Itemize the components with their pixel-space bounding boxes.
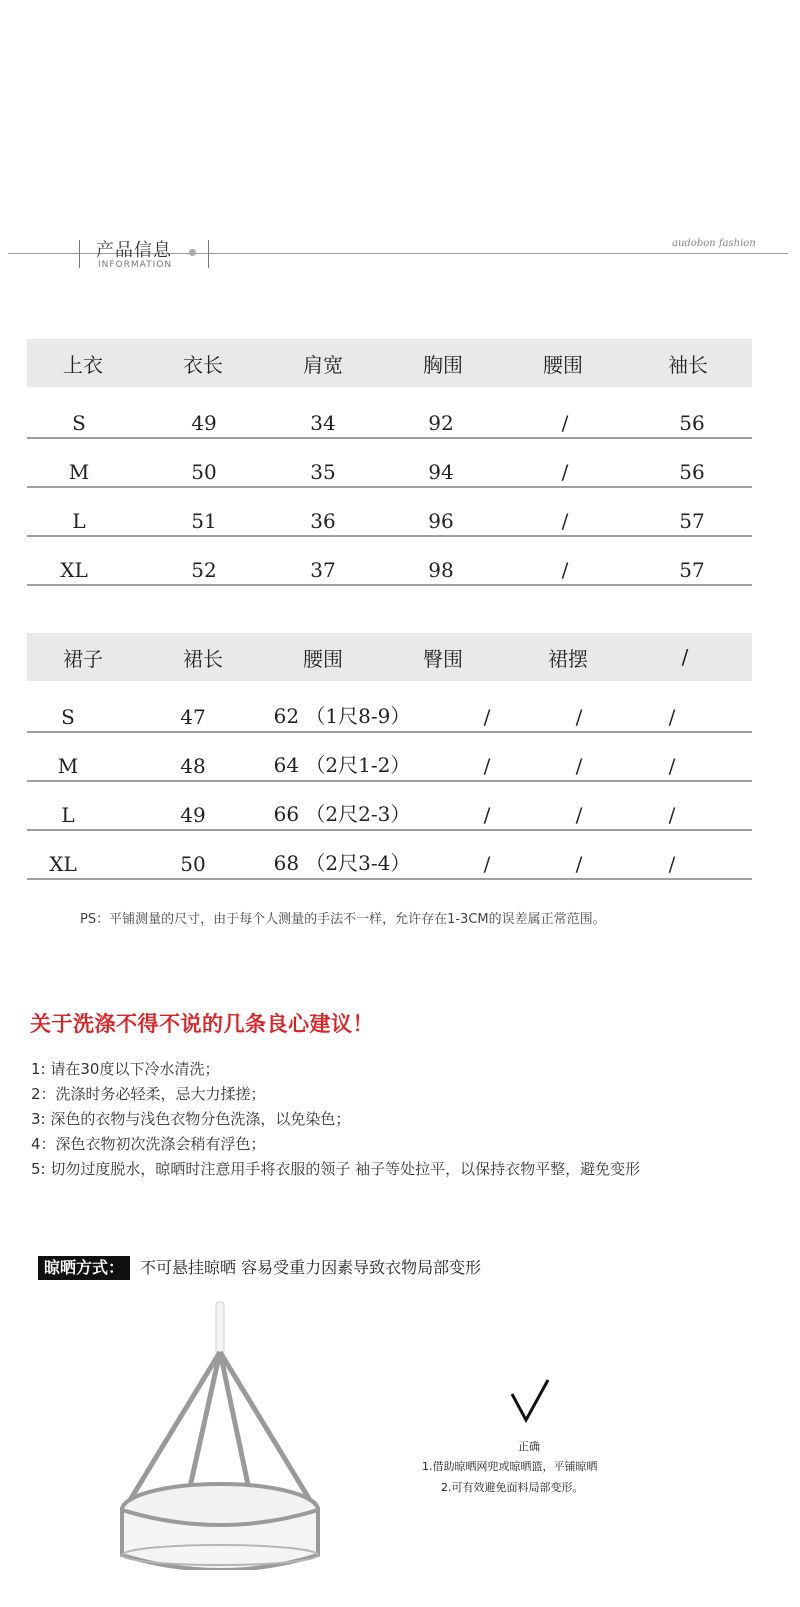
table-row xyxy=(27,389,752,439)
table-cell: / xyxy=(668,803,676,827)
advice-item: 3: 深色的衣物与浅色衣物分色洗涤，以免染色； xyxy=(31,1110,351,1128)
table-cell: / xyxy=(561,411,569,435)
header-cell: 上衣 xyxy=(63,352,103,377)
table-row xyxy=(27,536,752,586)
table-cell: 51 xyxy=(191,509,217,533)
table-cell: / xyxy=(668,754,676,778)
drying-tip: 2.可有效避免面料局部变形。 xyxy=(441,1481,584,1494)
header-cell: 腰围 xyxy=(303,646,343,671)
header-cell: 裙摆 xyxy=(548,646,588,671)
table-cell: 50 xyxy=(180,852,206,876)
drying-rack-image xyxy=(110,1300,330,1570)
header-bracket-right xyxy=(208,240,209,268)
measurement-note: PS：平铺测量的尺寸，由于每个人测量的手法不一样，允许存在1-3CM的误差属正常范围。 xyxy=(80,912,606,927)
table-row xyxy=(27,830,752,880)
table-cell: / xyxy=(561,460,569,484)
table-cell: 34 xyxy=(310,411,336,435)
table-cell: XL xyxy=(60,558,88,582)
table-cell: / xyxy=(575,803,583,827)
table-cell: 37 xyxy=(310,558,336,582)
table-cell: 49 xyxy=(180,803,206,827)
table-cell: XL xyxy=(49,852,77,876)
table-cell: 66 （2尺2-3） xyxy=(273,802,411,826)
header-bracket-left xyxy=(79,240,80,268)
table-cell: 68 （2尺3-4） xyxy=(273,851,411,875)
table-cell: S xyxy=(61,705,75,729)
table-cell: 57 xyxy=(679,558,705,582)
table-cell: 50 xyxy=(191,460,217,484)
header-cell: 胸围 xyxy=(423,352,463,377)
table-cell: / xyxy=(668,705,676,729)
table-cell: S xyxy=(72,411,86,435)
header-cell: 裙子 xyxy=(63,646,103,671)
header-cell: 臀围 xyxy=(423,646,463,671)
table-cell: 62 （1尺8-9） xyxy=(273,704,411,728)
table-cell: 56 xyxy=(679,460,705,484)
table-cell: 49 xyxy=(191,411,217,435)
table-cell: L xyxy=(61,803,75,827)
table-cell: 47 xyxy=(180,705,206,729)
table-row xyxy=(27,781,752,831)
advice-title: 关于洗涤不得不说的几条良心建议！ xyxy=(30,1012,374,1036)
table-row xyxy=(27,438,752,488)
advice-item: 1: 请在30度以下冷水清洗； xyxy=(31,1060,220,1078)
correct-label: 正确 xyxy=(518,1440,540,1453)
advice-item: 2：洗涤时务必轻柔，忌大力揉搓； xyxy=(31,1085,266,1103)
table-cell: 94 xyxy=(428,460,454,484)
table-cell: 92 xyxy=(428,411,454,435)
table-cell: L xyxy=(72,509,86,533)
header-cell: 衣长 xyxy=(183,352,223,377)
drying-text: 不可悬挂晾晒 容易受重力因素导致衣物局部变形 xyxy=(140,1258,482,1277)
table-cell: / xyxy=(575,852,583,876)
header-cell: 袖长 xyxy=(668,352,708,377)
header-cell: 肩宽 xyxy=(303,352,343,377)
skirt-size-table xyxy=(27,633,752,878)
table-cell: 57 xyxy=(679,509,705,533)
table-cell: / xyxy=(575,754,583,778)
drying-label: 晾晒方式： xyxy=(38,1256,130,1280)
advice-item: 5: 切勿过度脱水，晾晒时注意用手将衣服的领子 袖子等处拉平，以保持衣物平整，避免变形 xyxy=(31,1160,641,1178)
drying-tip: 1.借助晾晒网兜或晾晒篮，平铺晾晒 xyxy=(422,1460,598,1473)
table-row xyxy=(27,487,752,537)
table-cell: 96 xyxy=(428,509,454,533)
table-cell: / xyxy=(561,558,569,582)
table-cell: / xyxy=(483,705,491,729)
top-table-header xyxy=(27,339,752,387)
check-mark-icon xyxy=(510,1378,550,1424)
table-cell: / xyxy=(561,509,569,533)
table-cell: / xyxy=(575,705,583,729)
skirt-table-header xyxy=(27,633,752,681)
top-size-table xyxy=(27,339,752,584)
table-cell: 35 xyxy=(310,460,336,484)
table-cell: / xyxy=(483,803,491,827)
table-cell: 98 xyxy=(428,558,454,582)
header-cell: / xyxy=(681,645,689,669)
table-cell: M xyxy=(68,460,90,484)
dot-icon xyxy=(189,249,196,256)
table-row xyxy=(27,683,752,733)
header-cell: 腰围 xyxy=(543,352,583,377)
header-cell: 裙长 xyxy=(183,646,223,671)
section-subtitle: INFORMATION xyxy=(98,260,173,270)
table-cell: 48 xyxy=(180,754,206,778)
table-cell: 36 xyxy=(310,509,336,533)
table-cell: / xyxy=(668,852,676,876)
brand-signature: audobon fashion xyxy=(672,238,756,249)
table-cell: 56 xyxy=(679,411,705,435)
table-cell: 52 xyxy=(191,558,217,582)
table-cell: / xyxy=(483,852,491,876)
advice-item: 4：深色衣物初次洗涤会稍有浮色； xyxy=(31,1135,266,1153)
table-cell: M xyxy=(57,754,79,778)
table-cell: / xyxy=(483,754,491,778)
table-row xyxy=(27,732,752,782)
section-title: 产品信息 xyxy=(96,240,172,261)
table-cell: 64 （2尺1-2） xyxy=(273,753,411,777)
